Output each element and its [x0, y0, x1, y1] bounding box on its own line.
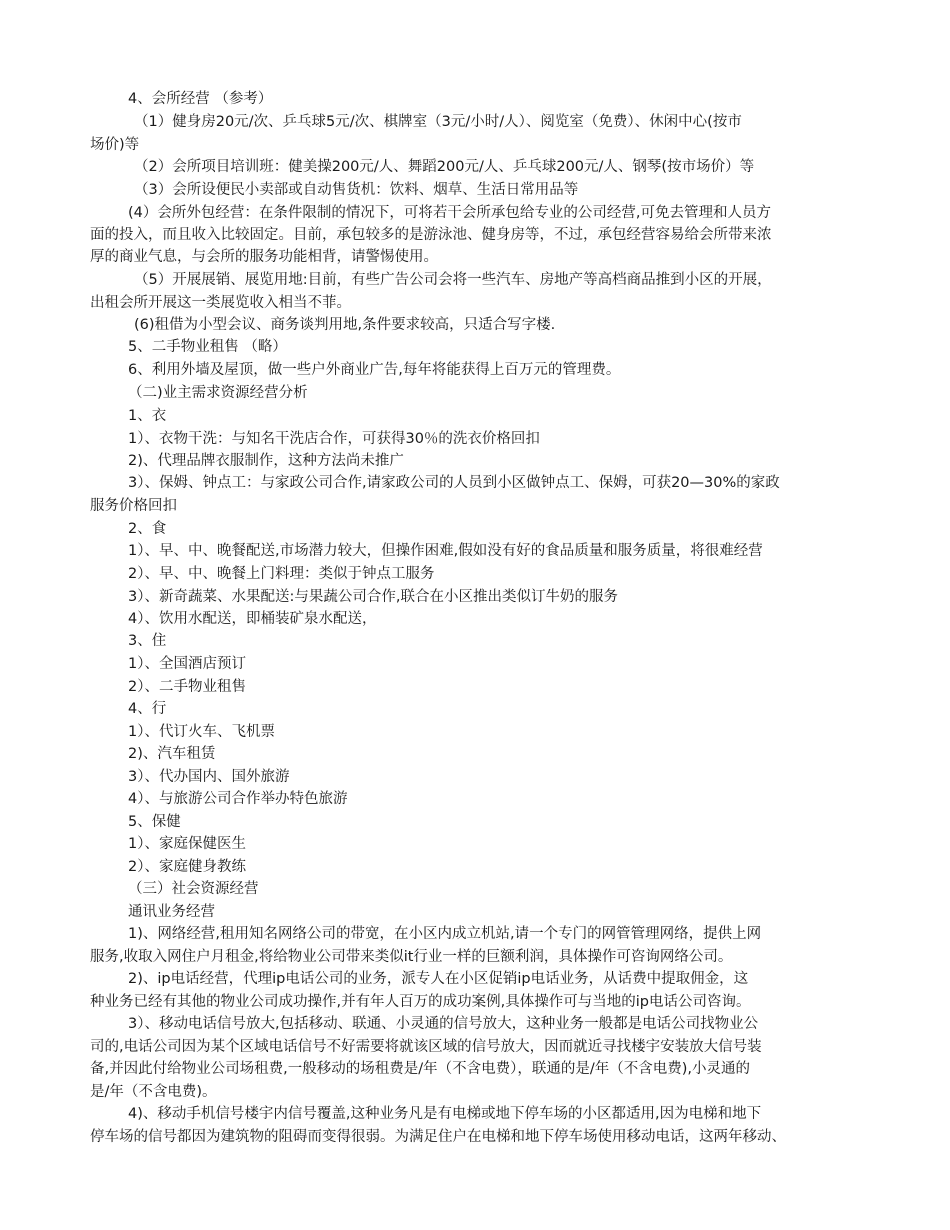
text-line: 服务,收取入网住户月租金,将给物业公司带来类似it行业一样的巨额利润，具体操作可咨询网络公司。	[90, 949, 733, 965]
text-line: 4、行	[128, 701, 167, 717]
text-line: 2)、代理品牌衣服制作，这种方法尚未推广	[128, 453, 404, 469]
text-line: （二)业主需求资源经营分析	[128, 385, 308, 401]
text-line: 厚的商业气息，与会所的服务功能相背，请警惕使用。	[90, 249, 438, 265]
text-line: 3）、保姆、钟点工：与家政公司合作,请家政公司的人员到小区做钟点工、保姆，可获20—30%的家政	[128, 475, 780, 491]
text-line: 5、保健	[128, 814, 181, 830]
text-line: 3）、移动电话信号放大,包括移动、联通、小灵通的信号放大，这种业务一般都是电话公司找物业公	[128, 1016, 759, 1032]
text-line: 2、食	[128, 521, 167, 537]
text-line: 停车场的信号都因为建筑物的阻碍而变得很弱。为满足住户在电梯和地下停车场使用移动电话，这两年移动、	[90, 1129, 786, 1145]
text-line: 4）、饮用水配送，即桶装矿泉水配送，	[128, 611, 377, 627]
text-line: （三）社会资源经营	[128, 881, 259, 897]
text-line: 1）、早、中、晚餐配送,市场潜力较大，但操作困难,假如没有好的食品质量和服务质量，将很难经营	[128, 543, 763, 559]
text-line: （1）健身房20元/次、乒乓球5元/次、棋牌室（3元/小时/人）、阅览室（免费）、休闲中心(按市	[134, 114, 742, 130]
text-line: （3）会所设便民小卖部或自动售货机：饮料、烟草、生活日常用品等	[134, 182, 579, 198]
text-line: 1）、衣物干洗：与知名干洗店合作，可获得30％的洗衣价格回扣	[128, 431, 540, 447]
text-line: 1）、全国酒店预订	[128, 656, 246, 672]
text-line: 服务价格回扣	[90, 498, 177, 514]
text-line: 1）、家庭保健医生	[128, 836, 246, 852]
text-line: 是/年（不含电费)。	[90, 1084, 217, 1100]
text-line: 2)、ip电话经营，代理ip电话公司的业务，派专人在小区促销ip电话业务，从话费中提取佣金，这	[128, 971, 749, 987]
text-line: 面的投入，而且收入比较固定。目前，承包较多的是游泳池、健身房等，不过，承包经营容易给会所带来浓	[90, 227, 772, 243]
text-line: （5）开展展销、展览用地:目前，有些广告公司会将一些汽车、房地产等高档商品推到小区的开展，	[134, 272, 772, 288]
text-line: 1）、代订火车、飞机票	[128, 724, 275, 740]
text-line: 3、住	[128, 633, 167, 649]
text-line: 司的,电话公司因为某个区域电话信号不好需要将就该区域的信号放大，因而就近寻找楼宇安装放大信号装	[90, 1039, 762, 1055]
text-line: 出租会所开展这一类展览收入相当不菲。	[90, 295, 351, 311]
text-line: 2)、汽车租赁	[128, 746, 216, 762]
text-line: 5、二手物业租售 （略）	[128, 339, 287, 355]
text-line: 4）、与旅游公司合作举办特色旅游	[128, 791, 348, 807]
text-line: 备,并因此付给物业公司场租费,一般移动的场租费是/年（不含电费），联通的是/年（不含电费),小灵通的	[90, 1061, 751, 1077]
text-line: 3）、代办国内、国外旅游	[128, 769, 290, 785]
text-line: 3）、新奇蔬菜、水果配送:与果蔬公司合作,联合在小区推出类似订牛奶的服务	[128, 589, 618, 605]
text-line: 1)、网络经营,租用知名网络公司的带宽，在小区内成立机站,请一个专门的网管管理网络，提供上网	[128, 926, 762, 942]
text-line: 场价)等	[90, 137, 140, 153]
text-line: 6、利用外墙及屋顶，做一些户外商业广告,每年将能获得上百万元的管理费。	[128, 362, 621, 378]
text-line: 2）、早、中、晚餐上门料理：类似于钟点工服务	[128, 566, 435, 582]
text-line: (4）会所外包经营：在条件限制的情况下，可将若干会所承包给专业的公司经营,可免去管理和人员方	[128, 205, 771, 221]
text-line: 1、衣	[128, 408, 167, 424]
text-line: 2）、家庭健身教练	[128, 859, 246, 875]
text-line: (6)租借为小型会议、商务谈判用地,条件要求较高，只适合写字楼.	[134, 317, 556, 333]
text-line: 2）、二手物业租售	[128, 679, 246, 695]
text-line: 4)、移动手机信号楼宇内信号覆盖,这种业务凡是有电梯或地下停车场的小区都适用,因为电梯和地下	[128, 1106, 762, 1122]
text-line: （2）会所项目培训班：健美操200元/人、舞蹈200元/人、乒乓球200元/人、钢琴(按市场价）等	[134, 159, 755, 175]
text-line: 4、会所经营 （参考）	[128, 91, 273, 107]
text-line: 种业务已经有其他的物业公司成功操作,并有年人百万的成功案例,具体操作可与当地的ip电话公司咨询。	[90, 994, 751, 1010]
text-line: 通讯业务经营	[128, 904, 215, 920]
